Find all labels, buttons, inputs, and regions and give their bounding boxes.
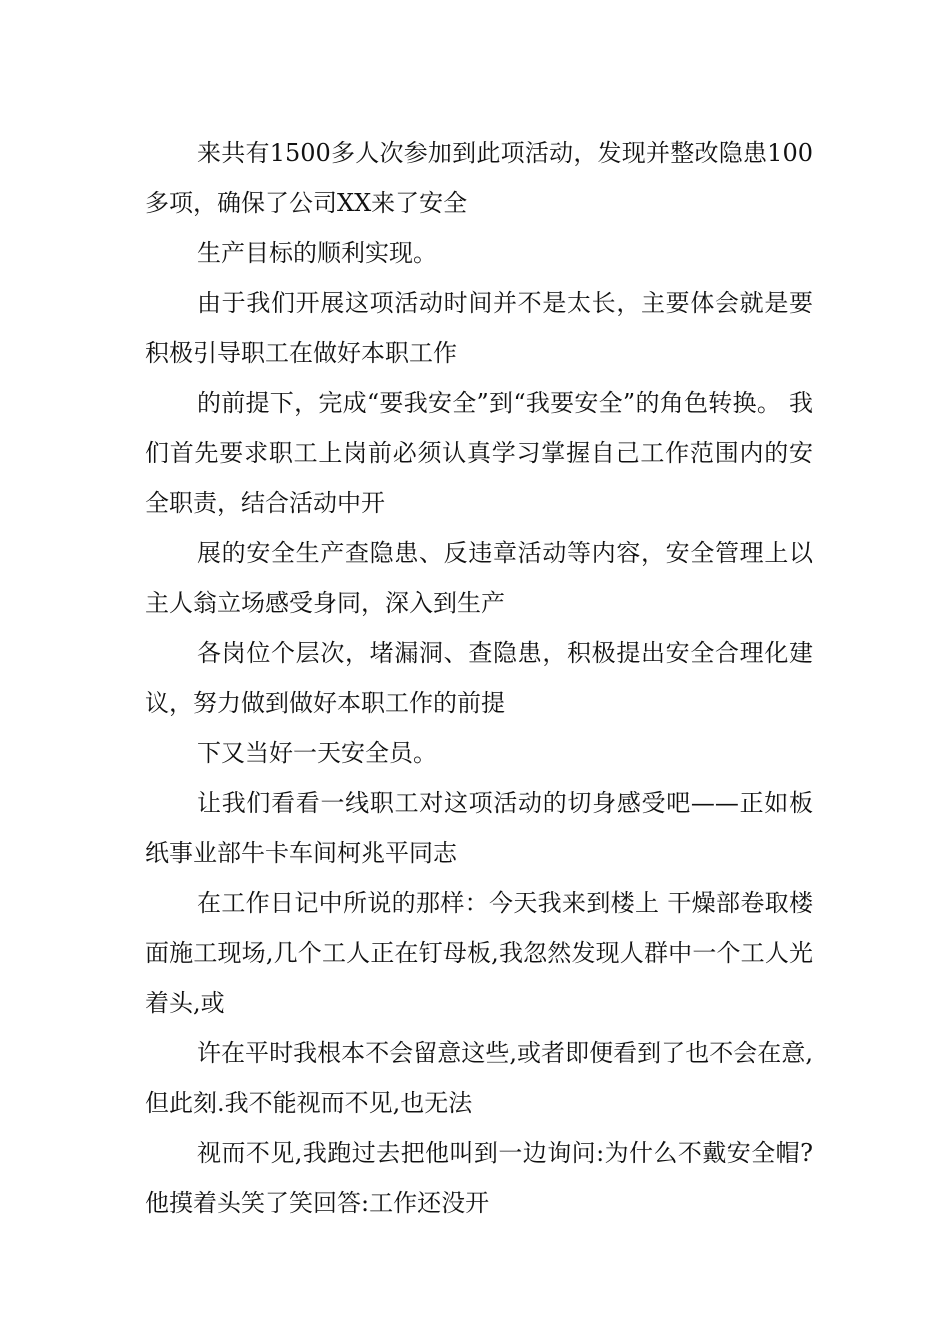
paragraph-8: 让我们看看一线职工对这项活动的切身感受吧——正如板纸事业部牛卡车间柯兆平同志 bbox=[145, 789, 813, 867]
paragraph-7: 下又当好一天安全员。 bbox=[197, 739, 437, 767]
paragraph-5: 展的安全生产查隐患、反违章活动等内容，安全管理上以主人翁立场感受身同，深入到生产 bbox=[145, 539, 813, 617]
paragraph-10: 许在平时我根本不会留意这些,或者即便看到了也不会在意,但此刻.我不能视而不见,也无法 bbox=[145, 1039, 813, 1117]
paragraph-1: 来共有1500多人次参加到此项活动，发现并整改隐患100多项，确保了公司XX来了安全 bbox=[145, 139, 813, 217]
paragraph-9: 在工作日记中所说的那样：今天我来到楼上 干燥部卷取楼面施工现场,几个工人正在钉母板,我忽然发现人群中一个工人光着头,或 bbox=[145, 889, 813, 1017]
paragraph-4: 的前提下，完成“要我安全”到“我要安全”的角色转换。 我们首先要求职工上岗前必须认真学习掌握自己工作范围内的安全职责，结合活动中开 bbox=[145, 389, 813, 517]
paragraph-6: 各岗位个层次，堵漏洞、查隐患，积极提出安全合理化建议，努力做到做好本职工作的前提 bbox=[145, 639, 813, 717]
paragraph-2: 生产目标的顺利实现。 bbox=[197, 239, 437, 267]
paragraph-3: 由于我们开展这项活动时间并不是太长，主要体会就是要积极引导职工在做好本职工作 bbox=[145, 289, 813, 367]
paragraph-11: 视而不见,我跑过去把他叫到一边询问:为什么不戴安全帽?他摸着头笑了笑回答:工作还没开 bbox=[145, 1139, 813, 1217]
document-body bbox=[145, 128, 813, 1228]
